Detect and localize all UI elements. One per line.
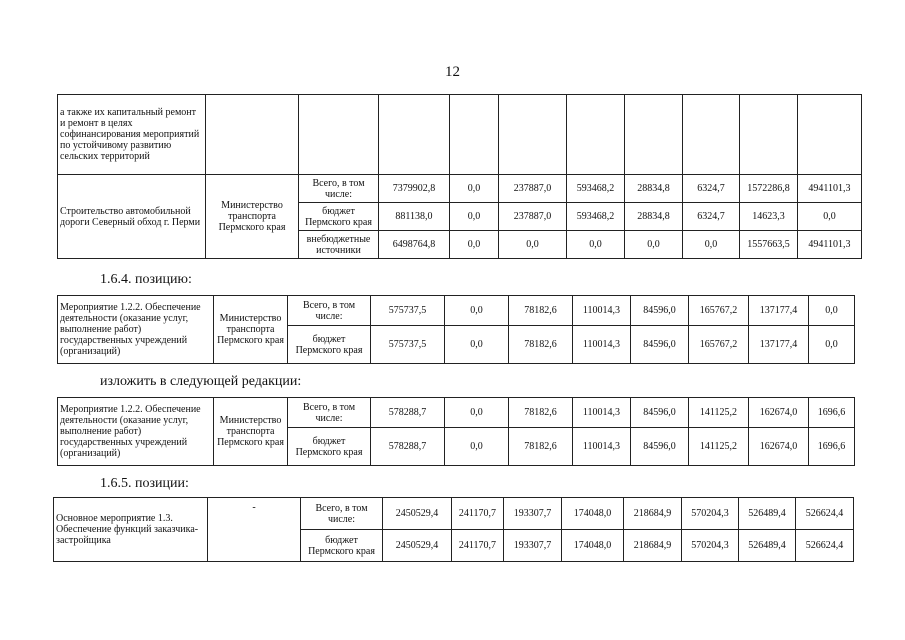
value-cell: 137177,4 bbox=[749, 326, 809, 364]
value-cell: 162674,0 bbox=[749, 428, 809, 466]
value-cell: 110014,3 bbox=[573, 326, 631, 364]
value-cell: 84596,0 bbox=[631, 326, 689, 364]
item-name: Основное мероприятие 1.3. Обеспечение функций заказчика-застройщика bbox=[54, 498, 208, 562]
item-name: Мероприятие 1.2.2. Обеспечение деятельности (оказание услуг, выполнение работ) государственных учреждений (организаций) bbox=[58, 398, 214, 466]
table-customer-developer bbox=[53, 497, 854, 562]
value-cell: 218684,9 bbox=[624, 530, 682, 562]
value-cell: 28834,8 bbox=[625, 175, 683, 203]
value-cell: 7379902,8 bbox=[379, 175, 450, 203]
table-row bbox=[58, 175, 862, 203]
value-cell: 14623,3 bbox=[740, 203, 798, 231]
value-cell: 6324,7 bbox=[683, 203, 740, 231]
value-cell: 193307,7 bbox=[504, 498, 562, 530]
item-name: Строительство автомобильной дороги Северный обход г. Перми bbox=[58, 175, 206, 259]
value-cell: 593468,2 bbox=[567, 203, 625, 231]
source-label: бюджет Пермского края bbox=[288, 326, 371, 364]
item-executor: - bbox=[208, 498, 301, 562]
value-cell: 578288,7 bbox=[371, 428, 445, 466]
value-cell: 0,0 bbox=[450, 231, 499, 259]
value-cell: 241170,7 bbox=[452, 498, 504, 530]
table-row bbox=[54, 498, 854, 530]
source-label: Всего, в том числе: bbox=[301, 498, 383, 530]
value-cell: 593468,2 bbox=[567, 175, 625, 203]
value-cell: 174048,0 bbox=[562, 530, 624, 562]
value-cell: 84596,0 bbox=[631, 398, 689, 428]
value-cell: 137177,4 bbox=[749, 296, 809, 326]
section-heading-1-6-5: 1.6.5. позиции: bbox=[100, 476, 189, 491]
source-label: Всего, в том числе: bbox=[288, 296, 371, 326]
value-cell: 0,0 bbox=[450, 203, 499, 231]
value-cell: 881138,0 bbox=[379, 203, 450, 231]
value-cell: 78182,6 bbox=[509, 296, 573, 326]
value-cell: 110014,3 bbox=[573, 398, 631, 428]
value-cell: 28834,8 bbox=[625, 203, 683, 231]
source-label: бюджет Пермского края bbox=[301, 530, 383, 562]
value-cell: 570204,3 bbox=[682, 530, 739, 562]
value-cell: 0,0 bbox=[567, 231, 625, 259]
value-cell: 84596,0 bbox=[631, 296, 689, 326]
table-measure-new bbox=[57, 397, 855, 466]
value-cell: 1696,6 bbox=[809, 398, 855, 428]
source-label: внебюджетные источники bbox=[299, 231, 379, 259]
source-label: бюджет Пермского края bbox=[288, 428, 371, 466]
value-cell: 570204,3 bbox=[682, 498, 739, 530]
value-cell: 1572286,8 bbox=[740, 175, 798, 203]
value-cell: 174048,0 bbox=[562, 498, 624, 530]
value-cell: 237887,0 bbox=[499, 175, 567, 203]
value-cell: 165767,2 bbox=[689, 296, 749, 326]
value-cell: 241170,7 bbox=[452, 530, 504, 562]
source-label: Всего, в том числе: bbox=[288, 398, 371, 428]
value-cell: 575737,5 bbox=[371, 326, 445, 364]
value-cell: 141125,2 bbox=[689, 428, 749, 466]
value-cell: 2450529,4 bbox=[383, 530, 452, 562]
value-cell: 4941101,3 bbox=[798, 231, 862, 259]
value-cell: 1696,6 bbox=[809, 428, 855, 466]
value-cell: 78182,6 bbox=[509, 428, 573, 466]
item-executor: Министерство транспорта Пермского края bbox=[206, 175, 299, 259]
value-cell: 4941101,3 bbox=[798, 175, 862, 203]
section-heading-1-6-4: 1.6.4. позицию: bbox=[100, 272, 192, 287]
item-executor: Министерство транспорта Пермского края bbox=[214, 398, 288, 466]
value-cell: 0,0 bbox=[445, 398, 509, 428]
table-measure-old bbox=[57, 295, 855, 364]
value-cell: 526489,4 bbox=[739, 498, 796, 530]
value-cell: 0,0 bbox=[445, 326, 509, 364]
value-cell: 110014,3 bbox=[573, 296, 631, 326]
item-name: Мероприятие 1.2.2. Обеспечение деятельности (оказание услуг, выполнение работ) государственных учреждений (организаций) bbox=[58, 296, 214, 364]
value-cell: 237887,0 bbox=[499, 203, 567, 231]
value-cell: 162674,0 bbox=[749, 398, 809, 428]
value-cell: 1557663,5 bbox=[740, 231, 798, 259]
value-cell: 2450529,4 bbox=[383, 498, 452, 530]
value-cell: 218684,9 bbox=[624, 498, 682, 530]
value-cell: 84596,0 bbox=[631, 428, 689, 466]
value-cell: 0,0 bbox=[445, 296, 509, 326]
value-cell: 0,0 bbox=[499, 231, 567, 259]
continuation-text: а также их капитальный ремонт и ремонт в целях софинансирования мероприятий по устойчивому развитию сельских территорий bbox=[58, 95, 206, 175]
value-cell: 0,0 bbox=[809, 326, 855, 364]
value-cell: 6324,7 bbox=[683, 175, 740, 203]
item-executor: Министерство транспорта Пермского края bbox=[214, 296, 288, 364]
value-cell: 141125,2 bbox=[689, 398, 749, 428]
value-cell: 0,0 bbox=[683, 231, 740, 259]
value-cell: 110014,3 bbox=[573, 428, 631, 466]
value-cell: 0,0 bbox=[445, 428, 509, 466]
value-cell: 526624,4 bbox=[796, 530, 854, 562]
page-number: 12 bbox=[445, 64, 460, 80]
value-cell: 526624,4 bbox=[796, 498, 854, 530]
table-road-construction bbox=[57, 94, 862, 259]
value-cell: 6498764,8 bbox=[379, 231, 450, 259]
value-cell: 0,0 bbox=[809, 296, 855, 326]
value-cell: 526489,4 bbox=[739, 530, 796, 562]
value-cell: 575737,5 bbox=[371, 296, 445, 326]
value-cell: 0,0 bbox=[798, 203, 862, 231]
value-cell: 78182,6 bbox=[509, 326, 573, 364]
value-cell: 578288,7 bbox=[371, 398, 445, 428]
value-cell: 0,0 bbox=[625, 231, 683, 259]
value-cell: 193307,7 bbox=[504, 530, 562, 562]
value-cell: 78182,6 bbox=[509, 398, 573, 428]
source-label: Всего, в том числе: bbox=[299, 175, 379, 203]
source-label: бюджет Пермского края bbox=[299, 203, 379, 231]
table-row bbox=[58, 398, 855, 428]
value-cell: 165767,2 bbox=[689, 326, 749, 364]
table-row bbox=[58, 296, 855, 326]
value-cell: 0,0 bbox=[450, 175, 499, 203]
section-heading-new-edition: изложить в следующей редакции: bbox=[100, 374, 302, 389]
